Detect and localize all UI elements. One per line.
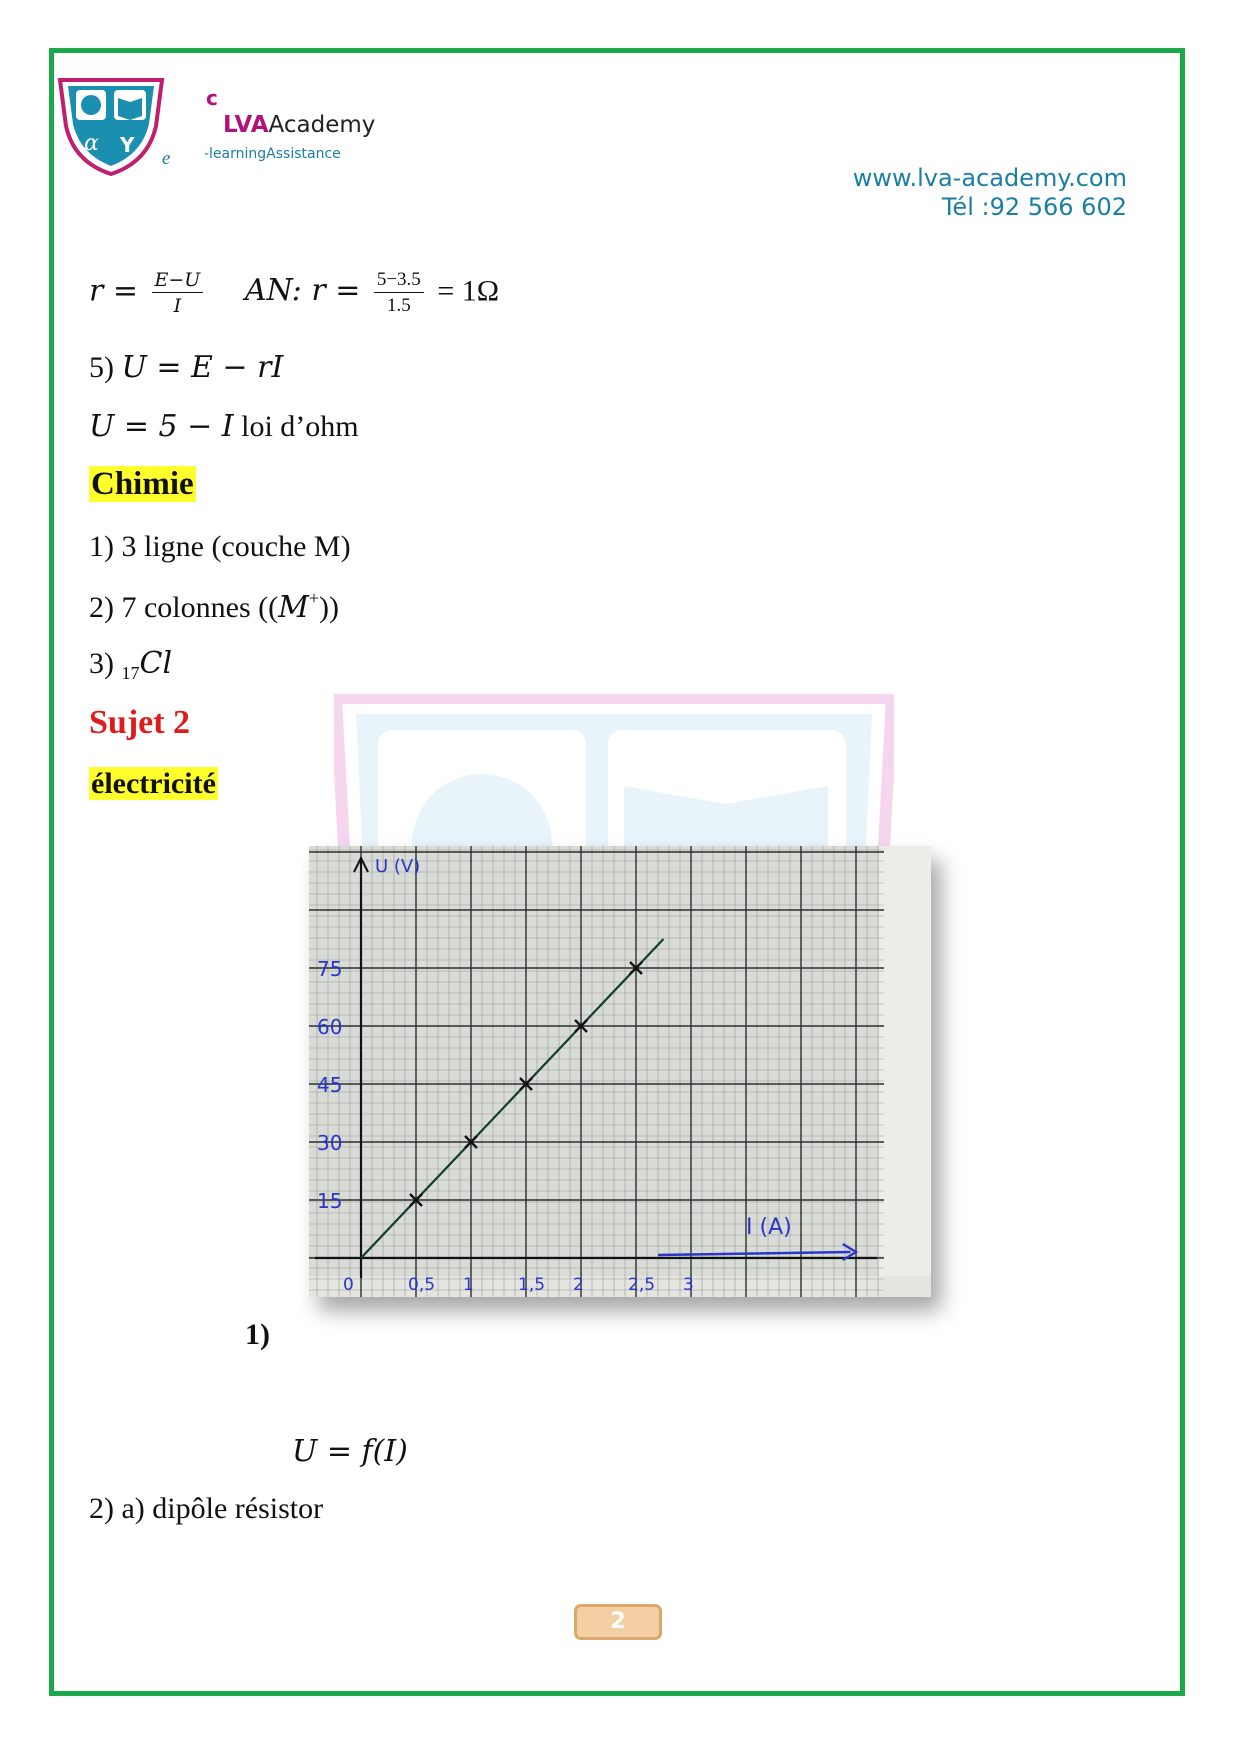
x-axis-label: I (A) [746, 1215, 792, 1240]
y-tick-label: 75 [317, 957, 343, 981]
chimie-heading: Chimie [91, 466, 194, 502]
r-formula [89, 268, 499, 319]
question-1: 1) [245, 1318, 270, 1351]
page-number: 2 [574, 1604, 662, 1640]
x-tick-label: 2 [573, 1275, 584, 1295]
an-denominator: 1.5 [386, 295, 411, 316]
c3-atomic-number: 17 [121, 663, 140, 683]
r-label: r = [89, 273, 139, 309]
r-denominator: I [173, 295, 182, 317]
contact-block [853, 164, 1127, 222]
c2-charge: + [308, 588, 319, 608]
chimie-answer-1: 1) 3 ligne (couche M) [89, 530, 351, 563]
chimie-answer-2 [89, 588, 339, 625]
phone-number: Tél :92 566 602 [941, 193, 1127, 221]
u-vs-i-chart [309, 846, 931, 1297]
an-fraction [374, 268, 424, 319]
sujet-2-heading: Sujet 2 [89, 704, 191, 741]
paper-edge [879, 846, 931, 1297]
u-function-of-i: U = f(I) [292, 1434, 408, 1469]
q5-prefix: 5) [89, 351, 122, 384]
y-tick-label: 30 [317, 1131, 343, 1155]
brand-lva: LVA [223, 112, 269, 138]
graph-photo [309, 846, 931, 1297]
brand-academy: Academy [268, 112, 376, 138]
r-fraction [152, 268, 204, 319]
x-tick-label: 2,5 [628, 1275, 656, 1295]
website-link[interactable]: www.lva-academy.com [852, 164, 1127, 192]
y-axis-label: U (V) [375, 856, 421, 877]
question-5 [89, 350, 283, 385]
c3-prefix: 3) [89, 647, 122, 680]
ohm-law [89, 409, 359, 444]
x-tick-label: 3 [683, 1275, 694, 1295]
c2-prefix: 2) 7 colonnes (( [89, 591, 279, 624]
an-numerator: 5−3.5 [374, 268, 424, 293]
c3-symbol: Cl [139, 646, 173, 681]
y-tick-label: 45 [317, 1073, 343, 1097]
x-tick-label: 0,5 [408, 1275, 436, 1295]
y-tick-label: 15 [317, 1189, 343, 1213]
chimie-answer-3 [89, 646, 172, 684]
brand-tagline: -learningAssistance [204, 146, 341, 162]
svg-text:Y: Y [120, 133, 135, 157]
electricite-heading: électricité [91, 767, 216, 800]
q5-equation: U = E − rI [121, 350, 284, 385]
question-2a: 2) a) dipôle résistor [89, 1492, 324, 1525]
ohm-text: loi d’ohm [233, 410, 359, 443]
section-chimie [89, 466, 196, 503]
y-tick-label: 60 [317, 1015, 343, 1039]
svg-text:α: α [84, 131, 99, 156]
an-label: AN: r = [244, 273, 361, 309]
brand-letter-c: c [206, 86, 218, 110]
x-tick-label: 0 [343, 1275, 354, 1295]
paper-background [309, 846, 931, 1297]
c2-suffix: )) [319, 591, 339, 624]
lva-academy-logo [56, 76, 166, 176]
an-result: = 1Ω [437, 274, 500, 308]
x-tick-label: 1 [463, 1275, 474, 1295]
brand-name [223, 112, 375, 138]
ohm-equation: U = 5 − I [89, 409, 234, 444]
c2-symbol: M [278, 590, 309, 625]
brand-letter-e: e [162, 148, 171, 169]
section-electricite [89, 767, 218, 801]
r-numerator: E−U [152, 268, 204, 293]
x-tick-label: 1,5 [518, 1275, 546, 1295]
